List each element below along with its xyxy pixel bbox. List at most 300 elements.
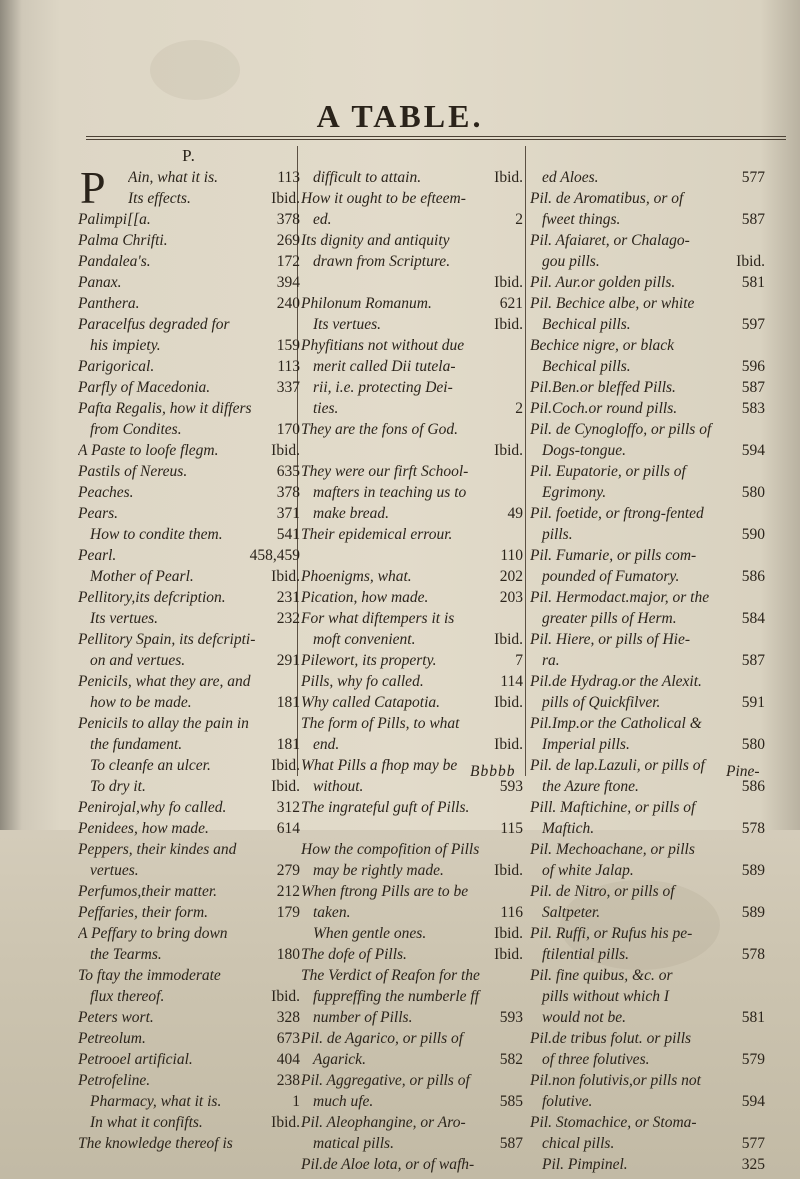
- index-entry: [78, 398, 300, 419]
- index-entry: [78, 1070, 300, 1091]
- entry-text: pills of Quickfilver.: [542, 694, 661, 711]
- index-entry: [301, 1028, 523, 1049]
- entry-page-number: 2: [515, 400, 523, 417]
- index-entry: [301, 251, 523, 272]
- entry-page-number: Ibid.: [494, 736, 523, 753]
- entry-text: ftilential pills.: [542, 946, 629, 963]
- index-entry: [301, 944, 523, 965]
- index-entry: [301, 1112, 523, 1133]
- index-entry: [301, 1049, 523, 1070]
- entry-text: How to condite them.: [90, 526, 223, 543]
- entry-text: gou pills.: [542, 253, 600, 270]
- entry-text: difficult to attain.: [313, 169, 422, 186]
- entry-text: Pil. de lap.Lazuli, or pills of: [530, 757, 705, 774]
- entry-page-number: 212: [276, 883, 300, 900]
- column-letter-header: [301, 146, 523, 167]
- index-entry: [530, 251, 765, 272]
- entry-text: moft convenient.: [313, 631, 416, 648]
- entry-text: Philonum Romanum.: [301, 295, 432, 312]
- entry-text: pills.: [542, 526, 573, 543]
- index-entry: [78, 965, 300, 986]
- entry-text: ra.: [542, 652, 560, 669]
- entry-text: Pill. Maftichine, or pills of: [530, 799, 696, 816]
- entry-text: Peppers, their kindes and: [78, 841, 237, 858]
- entry-page-number: 203: [499, 589, 523, 606]
- entry-page-number: 577: [741, 1135, 765, 1152]
- index-entry: [78, 251, 300, 272]
- index-entry: [530, 503, 765, 524]
- entry-text: Bechical pills.: [542, 358, 631, 375]
- entry-page-number: 49: [507, 505, 523, 522]
- entry-page-number: 580: [741, 484, 765, 501]
- index-entry: [78, 272, 300, 293]
- entry-page-number: 635: [276, 463, 300, 480]
- entry-page-number: Ibid.: [271, 442, 300, 459]
- entry-text: Pication, how made.: [301, 589, 429, 606]
- entry-text: Pil.de tribus folut. or pills: [530, 1030, 692, 1047]
- index-entry: [301, 314, 523, 335]
- index-entry: [78, 419, 300, 440]
- index-entry: [530, 524, 765, 545]
- index-column-2: [301, 146, 523, 1175]
- entry-text: his impiety.: [90, 337, 161, 354]
- entry-text: In what it confifts.: [90, 1114, 203, 1131]
- entry-page-number: 231: [276, 589, 300, 606]
- entry-text: of white Jalap.: [542, 862, 634, 879]
- index-entry: [301, 482, 523, 503]
- entry-page-number: 597: [741, 316, 765, 333]
- entry-text: Peaches.: [78, 484, 134, 501]
- entry-text: Pil. foetide, or ftrong-fented: [530, 505, 704, 522]
- entry-text: would not be.: [542, 1009, 626, 1026]
- index-entry: [78, 314, 300, 335]
- entry-page-number: 180: [276, 946, 300, 963]
- index-entry: [530, 293, 765, 314]
- index-entry: [78, 650, 300, 671]
- entry-page-number: 578: [741, 820, 765, 837]
- entry-text: A Peffary to bring down: [78, 925, 228, 942]
- entry-text: ed Aloes.: [542, 169, 599, 186]
- entry-text: When ftrong Pills are to be: [301, 883, 469, 900]
- index-entry: [530, 608, 765, 629]
- index-entry: [78, 440, 300, 461]
- entry-page-number: 378: [276, 211, 300, 228]
- entry-page-number: 371: [276, 505, 300, 522]
- entry-text: To ftay the immoderate: [78, 967, 221, 984]
- entry-text: Peffaries, their form.: [78, 904, 209, 921]
- entry-text: Maftich.: [542, 820, 595, 837]
- entry-text: fuppreffing the numberle ff: [313, 988, 480, 1005]
- entry-text: Pil.non folutivis,or pills not: [530, 1072, 701, 1089]
- index-entry: [530, 566, 765, 587]
- entry-page-number: Ibid.: [494, 631, 523, 648]
- entry-text: Pills, why fo called.: [301, 673, 424, 690]
- entry-text: Pil. Hiere, or pills of Hie-: [530, 631, 691, 648]
- entry-text: Peters wort.: [78, 1009, 154, 1026]
- entry-text: Pil. fine quibus, &c. or: [530, 967, 673, 984]
- index-entry: [301, 272, 523, 293]
- entry-page-number: 458,459: [249, 547, 300, 564]
- index-entry: [301, 797, 523, 818]
- entry-text: Pil. de Cynogloffo, or pills of: [530, 421, 712, 438]
- entry-page-number: 172: [276, 253, 300, 270]
- index-entry: [78, 881, 300, 902]
- entry-text: What Pills a fhop may be: [301, 757, 458, 774]
- entry-text: on and vertues.: [90, 652, 186, 669]
- entry-text: When gentle ones.: [313, 925, 427, 942]
- entry-text: Pil.Coch.or round pills.: [530, 400, 678, 417]
- entry-page-number: 589: [741, 904, 765, 921]
- entry-text: Ain, what it is.: [128, 169, 218, 186]
- entry-text: without.: [313, 778, 364, 795]
- index-entry: [530, 629, 765, 650]
- entry-text: ties.: [313, 400, 339, 417]
- index-entry: [301, 293, 523, 314]
- index-entry: [301, 1007, 523, 1028]
- index-entry: [530, 902, 765, 923]
- entry-page-number: 179: [276, 904, 300, 921]
- entry-text: ed.: [313, 211, 332, 228]
- index-entry: [78, 1133, 300, 1154]
- entry-text: They are the fons of God.: [301, 421, 458, 438]
- index-entry: [78, 839, 300, 860]
- index-entry: [78, 587, 300, 608]
- entry-text: Petrofeline.: [78, 1072, 151, 1089]
- entry-text: from Condites.: [90, 421, 182, 438]
- index-entry: [530, 1154, 765, 1175]
- entry-page-number: Ibid.: [494, 862, 523, 879]
- entry-page-number: 325: [741, 1156, 765, 1173]
- entry-page-number: Ibid.: [271, 568, 300, 585]
- index-entry: [301, 1091, 523, 1112]
- entry-page-number: 159: [276, 337, 300, 354]
- entry-page-number: 578: [741, 946, 765, 963]
- entry-page-number: 404: [276, 1051, 300, 1068]
- index-entry: [530, 1091, 765, 1112]
- index-entry: [78, 230, 300, 251]
- index-entry: [530, 713, 765, 734]
- entry-page-number: 621: [499, 295, 523, 312]
- index-entry: [301, 503, 523, 524]
- entry-page-number: 614: [276, 820, 300, 837]
- entry-page-number: Ibid.: [494, 925, 523, 942]
- entry-text: make bread.: [313, 505, 390, 522]
- entry-text: Phyfitians not without due: [301, 337, 465, 354]
- index-entry: [301, 1070, 523, 1091]
- entry-page-number: Ibid.: [494, 946, 523, 963]
- entry-page-number: 312: [276, 799, 300, 816]
- index-entry: [530, 944, 765, 965]
- index-entry: [78, 629, 300, 650]
- index-entry: [530, 986, 765, 1007]
- index-entry: [78, 713, 300, 734]
- entry-text: Imperial pills.: [542, 736, 630, 753]
- entry-page-number: 114: [500, 673, 523, 690]
- entry-page-number: 291: [276, 652, 300, 669]
- index-entry: [301, 398, 523, 419]
- entry-page-number: 587: [741, 379, 765, 396]
- entry-text: They were our firft School-: [301, 463, 469, 480]
- entry-text: Palimpi[[a.: [78, 211, 151, 228]
- index-entry: [78, 524, 300, 545]
- index-entry: [301, 230, 523, 251]
- index-entry: [78, 671, 300, 692]
- index-entry: [530, 419, 765, 440]
- entry-text: Paracelfus degraded for: [78, 316, 230, 333]
- entry-page-number: 541: [276, 526, 300, 543]
- entry-text: Pharmacy, what it is.: [90, 1093, 222, 1110]
- entry-text: Palma Chrifti.: [78, 232, 168, 249]
- entry-text: Pil. Stomachice, or Stoma-: [530, 1114, 697, 1131]
- index-entry: [530, 461, 765, 482]
- index-entry: [301, 923, 523, 944]
- index-entry: [78, 545, 300, 566]
- entry-page-number: 577: [741, 169, 765, 186]
- entry-text: Pil.de Aloe lota, or of wafh-: [301, 1156, 475, 1173]
- index-entry: [301, 860, 523, 881]
- entry-page-number: 1: [292, 1093, 300, 1110]
- entry-text: chical pills.: [542, 1135, 615, 1152]
- index-entry: [530, 356, 765, 377]
- index-entry: [78, 335, 300, 356]
- index-entry: [78, 797, 300, 818]
- entry-page-number: Ibid.: [494, 694, 523, 711]
- index-entry: [301, 209, 523, 230]
- index-entry: [78, 923, 300, 944]
- index-entry: [301, 1154, 523, 1175]
- entry-page-number: 586: [741, 778, 765, 795]
- index-entry: [530, 1133, 765, 1154]
- index-entry: [530, 965, 765, 986]
- entry-page-number: 378: [276, 484, 300, 501]
- entry-text: Its effects.: [128, 190, 191, 207]
- index-entry: [78, 293, 300, 314]
- index-entry: [530, 545, 765, 566]
- entry-text: of three folutives.: [542, 1051, 650, 1068]
- entry-page-number: 583: [741, 400, 765, 417]
- entry-page-number: 2: [515, 211, 523, 228]
- entry-text: The knowledge thereof is: [78, 1135, 233, 1152]
- index-entry: [78, 944, 300, 965]
- entry-page-number: 587: [741, 652, 765, 669]
- index-entry: [78, 902, 300, 923]
- entry-text: Parigorical.: [78, 358, 155, 375]
- entry-text: Pil. Fumarie, or pills com-: [530, 547, 697, 564]
- entry-text: Pil.Imp.or the Catholical &: [530, 715, 702, 732]
- entry-page-number: 116: [500, 904, 523, 921]
- heading-rule: [86, 139, 786, 140]
- entry-page-number: Ibid.: [271, 757, 300, 774]
- index-entry: [78, 356, 300, 377]
- entry-text: the fundament.: [90, 736, 183, 753]
- entry-page-number: 269: [276, 232, 300, 249]
- entry-text: Panax.: [78, 274, 122, 291]
- index-entry: [78, 1028, 300, 1049]
- index-entry: [301, 713, 523, 734]
- entry-page-number: 181: [276, 694, 300, 711]
- entry-text: The Verdict of Reafon for the: [301, 967, 480, 984]
- entry-page-number: 7: [515, 652, 523, 669]
- column-letter-header: P.: [182, 146, 196, 165]
- index-entry: [301, 545, 523, 566]
- entry-text: Their epidemical errour.: [301, 526, 453, 543]
- entry-page-number: Ibid.: [494, 274, 523, 291]
- entry-text: Bechical pills.: [542, 316, 631, 333]
- index-entry: [301, 440, 523, 461]
- entry-text: Penirojal,why fo called.: [78, 799, 227, 816]
- entry-text: Penicils to allay the pain in: [78, 715, 249, 732]
- index-entry: [78, 692, 300, 713]
- index-entry: [530, 1007, 765, 1028]
- index-entry: [78, 377, 300, 398]
- entry-page-number: 582: [499, 1051, 523, 1068]
- index-entry: [78, 734, 300, 755]
- entry-page-number: 593: [499, 1009, 523, 1026]
- entry-text: Pellitory,its defcription.: [78, 589, 226, 606]
- index-entry: [301, 734, 523, 755]
- entry-text: Pil. Afaiaret, or Chalago-: [530, 232, 690, 249]
- index-entry: [530, 335, 765, 356]
- entry-page-number: 328: [276, 1009, 300, 1026]
- index-entry: [301, 986, 523, 1007]
- entry-text: A Paste to loofe flegm.: [78, 442, 219, 459]
- entry-text: Pil. de Agarico, or pills of: [301, 1030, 464, 1047]
- entry-text: Why called Catapotia.: [301, 694, 441, 711]
- entry-text: Pil.de Hydrag.or the Alexit.: [530, 673, 702, 690]
- entry-page-number: 673: [276, 1030, 300, 1047]
- index-entry: [530, 272, 765, 293]
- entry-page-number: 113: [277, 358, 300, 375]
- index-entry: [78, 755, 300, 776]
- index-entry: [530, 587, 765, 608]
- entry-text: Pil. Hermodact.major, or the: [530, 589, 710, 606]
- index-entry: [301, 629, 523, 650]
- entry-text: vertues.: [90, 862, 139, 879]
- entry-text: rii, i.e. protecting Dei-: [313, 379, 453, 396]
- entry-text: Pil. Aleophangine, or Aro-: [301, 1114, 466, 1131]
- index-entry: [530, 881, 765, 902]
- column-letter-header: [530, 146, 765, 167]
- entry-page-number: 593: [499, 778, 523, 795]
- index-entry: [78, 461, 300, 482]
- index-entry: [530, 398, 765, 419]
- entry-page-number: 581: [741, 274, 765, 291]
- index-entry: [530, 1070, 765, 1091]
- entry-text: taken.: [313, 904, 351, 921]
- index-entry: [530, 230, 765, 251]
- index-entry: [301, 608, 523, 629]
- index-entry: [78, 860, 300, 881]
- index-entry: [530, 1112, 765, 1133]
- entry-text: end.: [313, 736, 340, 753]
- index-entry: [530, 1028, 765, 1049]
- index-entry: [530, 734, 765, 755]
- entry-page-number: 202: [499, 568, 523, 585]
- entry-page-number: Ibid.: [494, 169, 523, 186]
- index-entry: [301, 335, 523, 356]
- entry-text: Saltpeter.: [542, 904, 601, 921]
- entry-page-number: 113: [277, 169, 300, 186]
- index-entry: [78, 566, 300, 587]
- entry-text: Agarick.: [313, 1051, 366, 1068]
- entry-text: The ingrateful guft of Pills.: [301, 799, 470, 816]
- entry-text: Pears.: [78, 505, 119, 522]
- entry-page-number: Ibid.: [271, 190, 300, 207]
- entry-text: mafters in teaching us to: [313, 484, 467, 501]
- index-entry: [301, 839, 523, 860]
- entry-page-number: 115: [500, 820, 523, 837]
- index-entry: [530, 650, 765, 671]
- index-entry: [530, 314, 765, 335]
- entry-text: Pil. Bechice albe, or white: [530, 295, 695, 312]
- index-entry: [78, 1007, 300, 1028]
- entry-text: Its vertues.: [313, 316, 382, 333]
- catchword: Pine-: [726, 763, 760, 780]
- index-entry: [78, 1112, 300, 1133]
- entry-text: Pil.Ben.or bleffed Pills.: [530, 379, 676, 396]
- entry-text: For what diftempers it is: [301, 610, 455, 627]
- entry-text: To dry it.: [90, 778, 146, 795]
- index-entry: [530, 818, 765, 839]
- entry-text: Pilewort, its property.: [301, 652, 437, 669]
- entry-text: Pil. Mechoachane, or pills: [530, 841, 695, 858]
- index-entry: [301, 461, 523, 482]
- index-entry: [78, 1091, 300, 1112]
- index-entry: [78, 818, 300, 839]
- entry-text: Petrooel artificial.: [78, 1051, 193, 1068]
- entry-text: Phoenigms, what.: [301, 568, 412, 585]
- entry-page-number: 580: [741, 736, 765, 753]
- index-entry: [301, 377, 523, 398]
- entry-text: much ufe.: [313, 1093, 374, 1110]
- entry-page-number: 594: [741, 442, 765, 459]
- entry-page-number: 584: [741, 610, 765, 627]
- entry-text: Pil. Aggregative, or pills of: [301, 1072, 470, 1089]
- entry-page-number: 581: [741, 1009, 765, 1026]
- drop-cap: P: [80, 162, 106, 213]
- entry-text: pounded of Fumatory.: [542, 568, 680, 585]
- entry-text: Pearl.: [78, 547, 117, 564]
- entry-page-number: 587: [741, 211, 765, 228]
- index-entry: [78, 1049, 300, 1070]
- index-entry: [530, 923, 765, 944]
- index-entry: [301, 587, 523, 608]
- index-entry: [530, 839, 765, 860]
- entry-page-number: 591: [741, 694, 765, 711]
- entry-text: number of Pills.: [313, 1009, 413, 1026]
- index-entry: [78, 986, 300, 1007]
- entry-page-number: 587: [499, 1135, 523, 1152]
- entry-text: Pastils of Nereus.: [78, 463, 188, 480]
- entry-text: Panthera.: [78, 295, 140, 312]
- index-entry: [530, 209, 765, 230]
- entry-text: Pil. Ruffi, or Rufus his pe-: [530, 925, 693, 942]
- index-entry: [530, 860, 765, 881]
- entry-text: The dofe of Pills.: [301, 946, 407, 963]
- entry-page-number: 585: [499, 1093, 523, 1110]
- entry-text: Pil. Aur.or golden pills.: [530, 274, 676, 291]
- index-entry: [530, 482, 765, 503]
- entry-text: Pellitory Spain, its defcripti-: [78, 631, 256, 648]
- index-entry: [301, 671, 523, 692]
- entry-page-number: Ibid.: [494, 316, 523, 333]
- entry-page-number: 594: [741, 1093, 765, 1110]
- index-entry: [78, 482, 300, 503]
- entry-text: pills without which I: [542, 988, 670, 1005]
- index-entry: [530, 671, 765, 692]
- paper-stain: [150, 40, 240, 100]
- entry-page-number: 279: [276, 862, 300, 879]
